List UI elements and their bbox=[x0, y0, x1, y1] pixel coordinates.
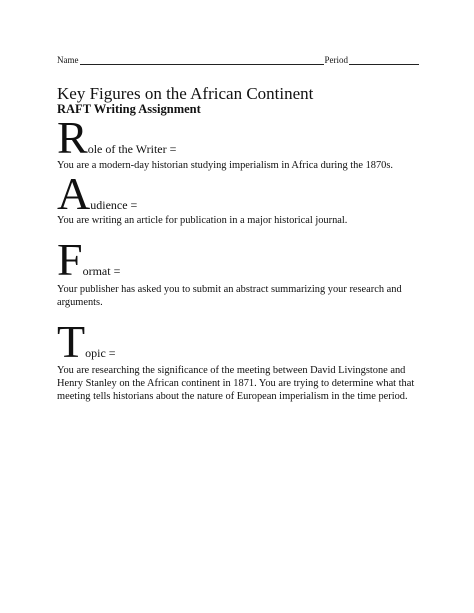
page-title: Key Figures on the African Continent bbox=[57, 84, 314, 103]
section-topic-heading bbox=[57, 316, 116, 367]
period-label: Period bbox=[324, 55, 348, 65]
section-format-label: ormat = bbox=[82, 264, 121, 278]
page-subtitle: RAFT Writing Assignment bbox=[57, 102, 201, 116]
section-format-heading bbox=[57, 234, 121, 285]
section-topic-text: You are researching the significance of the meeting between David Livingstone and Henry Stanley on the African continent in 1871. You are trying to determine what that meeting tells historians about the nature of European imperialism in the time period. bbox=[57, 365, 415, 402]
section-format-text: Your publisher has asked you to submit an abstract summarizing your research and arguments. bbox=[57, 284, 402, 308]
section-topic-initial: T bbox=[57, 316, 86, 367]
section-audience-heading bbox=[57, 168, 138, 219]
name-label: Name bbox=[57, 55, 79, 65]
section-role-heading bbox=[57, 112, 177, 163]
section-format-initial: F bbox=[57, 234, 83, 285]
section-audience-initial: A bbox=[57, 168, 91, 219]
name-period-line bbox=[57, 55, 419, 65]
name-blank-line[interactable] bbox=[80, 55, 324, 65]
section-role-initial: R bbox=[57, 112, 88, 163]
section-role-label: ole of the Writer = bbox=[87, 142, 177, 156]
section-audience-text: You are writing an article for publication in a major historical journal. bbox=[57, 215, 348, 226]
section-topic-label: opic = bbox=[85, 346, 116, 360]
section-role-text: You are a modern-day historian studying imperialism in Africa during the 1870s. bbox=[57, 160, 394, 171]
period-blank-line[interactable] bbox=[349, 55, 419, 65]
section-audience-label: udience = bbox=[90, 198, 138, 212]
